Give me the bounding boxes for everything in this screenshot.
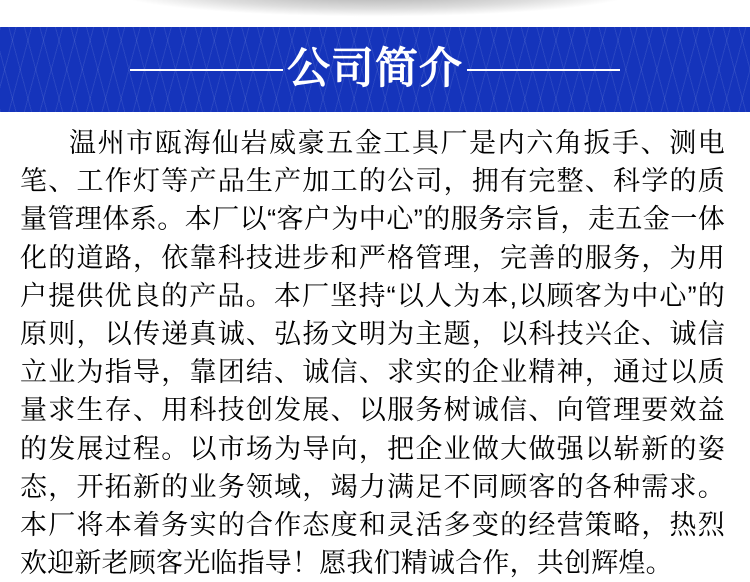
section-header-inner bbox=[130, 45, 620, 93]
top-shadow-gradient bbox=[0, 0, 750, 28]
title-left-divider-line bbox=[130, 69, 283, 71]
section-title: 公司简介 bbox=[287, 45, 463, 93]
company-introduction-paragraph: 温州市瓯海仙岩威豪五金工具厂是内六角扳手、测电笔、工作灯等产品生产加工的公司，拥有完整、科学的质量管理体系。本厂以“客户为中心”的服务宗旨，走五金一体化的道路，依靠科技进步和严格管理，完善的服务，为用户提供优良的产品。本厂坚持“以人为本,以顾客为中心”的原则，以传递真诚、弘扬文明为主题，以科技兴企、诚信立业为指导，靠团结、诚信、求实的企业精神，通过以质量求生存、用科技创发展、以服务树诚信、向管理要效益的发展过程。以市场为导向，把企业做大做强以崭新的姿态，开拓新的业务领域，竭力满足不同顾客的各种需求。本厂将本着务实的合作态度和灵活多变的经营策略，热烈欢迎新老顾客光临指导！愿我们精诚合作，共创辉煌。 bbox=[20, 128, 725, 579]
title-right-divider-line bbox=[467, 69, 620, 71]
section-header-banner bbox=[0, 27, 750, 112]
